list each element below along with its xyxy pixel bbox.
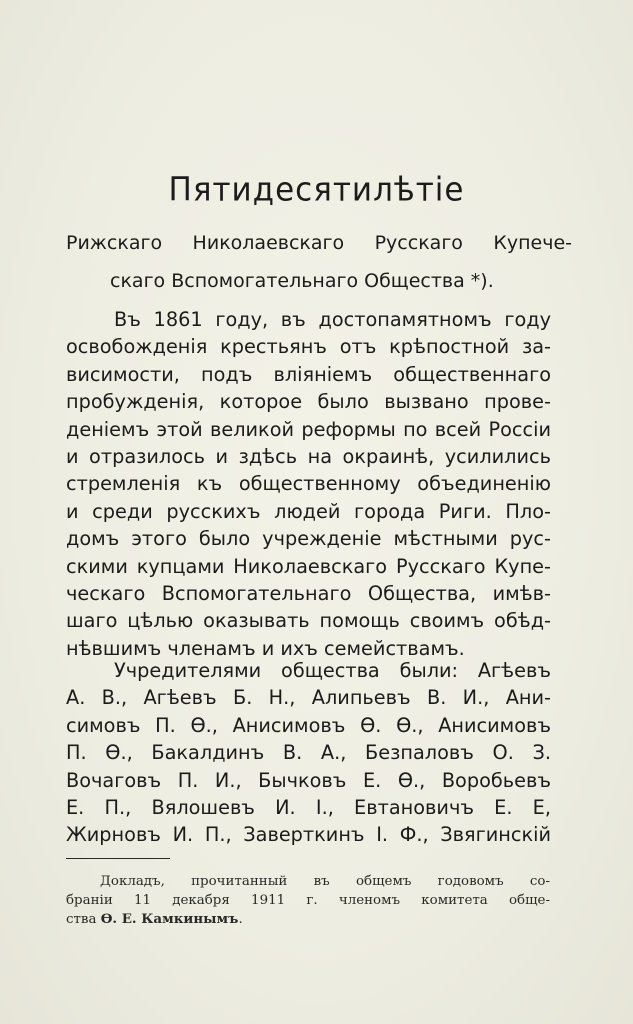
text-line: деніемъ этой великой реформы по всей Россіи — [66, 417, 551, 441]
text-line: Е. П., Вялошевъ И. І., Евтановичъ Е. Е, — [66, 795, 551, 819]
text-line: Жирновъ И. П., Заверткинъ І. Ф., Звягинскій — [66, 823, 551, 847]
footnote-line: Докладъ, прочитанный въ общемъ годовомъ со- — [100, 874, 550, 889]
footnote-prefix: ства — [66, 912, 97, 927]
text-line: домъ этого было учрежденіе мѣстными рус- — [66, 527, 551, 551]
paragraph-2 — [66, 657, 551, 849]
footnote-suffix: . — [238, 912, 243, 927]
footnote-line: браніи 11 декабря 1911 г. членомъ комитета обще- — [66, 893, 550, 908]
text-line: Учредителями общества были: Агѣевъ — [114, 659, 551, 682]
footnote-divider — [66, 858, 170, 859]
text-line: Вочаговъ П. И., Бычковъ Е. Ѳ., Воробьевъ — [66, 768, 551, 792]
text-line: П. Ѳ., Бакалдинъ В. А., Безпаловъ О. З. — [66, 741, 551, 765]
author-name: Ѳ. Е. Камкинымъ — [100, 911, 239, 927]
text-line: ческаго Вспомогательнаго Общества, имѣв- — [66, 581, 551, 605]
text-line: стремленія къ общественному объединенію — [66, 472, 551, 496]
text-line: и отразилось и здѣсь на окраинѣ, усилились — [66, 444, 551, 468]
page-title: Пятидесятилѣтіе — [168, 171, 465, 209]
text-line: скими купцами Николаевскаго Русскаго Купе- — [66, 554, 551, 578]
text-line: А. В., Агѣевъ Б. Н., Алипьевъ В. И., Ани- — [66, 686, 551, 710]
text-line: шаго цѣлью оказывать помощь своимъ обѣд- — [66, 609, 551, 633]
text-line: висимости, подъ вліяніемъ общественнаго — [66, 362, 551, 386]
subtitle-line-1: Рижскаго Николаевскаго Русскаго Купече- — [66, 232, 572, 254]
footnote-line-3 — [66, 910, 550, 929]
text-line: пробужденія, которое было вызвано прове- — [66, 390, 551, 414]
text-line: и среди русскихъ людей города Риги. Пло- — [66, 499, 551, 523]
text-line: Въ 1861 году, въ достопамятномъ году — [114, 308, 551, 331]
text-line: симовъ П. Ѳ., Анисимовъ Ѳ. Ѳ., Анисимовъ — [66, 713, 551, 737]
text-line: нѣвшимъ членамъ и ихъ семействамъ. — [66, 636, 465, 660]
paragraph-1 — [66, 306, 551, 662]
footnote — [66, 872, 550, 929]
subtitle-line-2: скаго Вспомогательнаго Общества *). — [110, 270, 494, 292]
text-line: освобожденія крестьянъ отъ крѣпостной за- — [66, 335, 551, 359]
